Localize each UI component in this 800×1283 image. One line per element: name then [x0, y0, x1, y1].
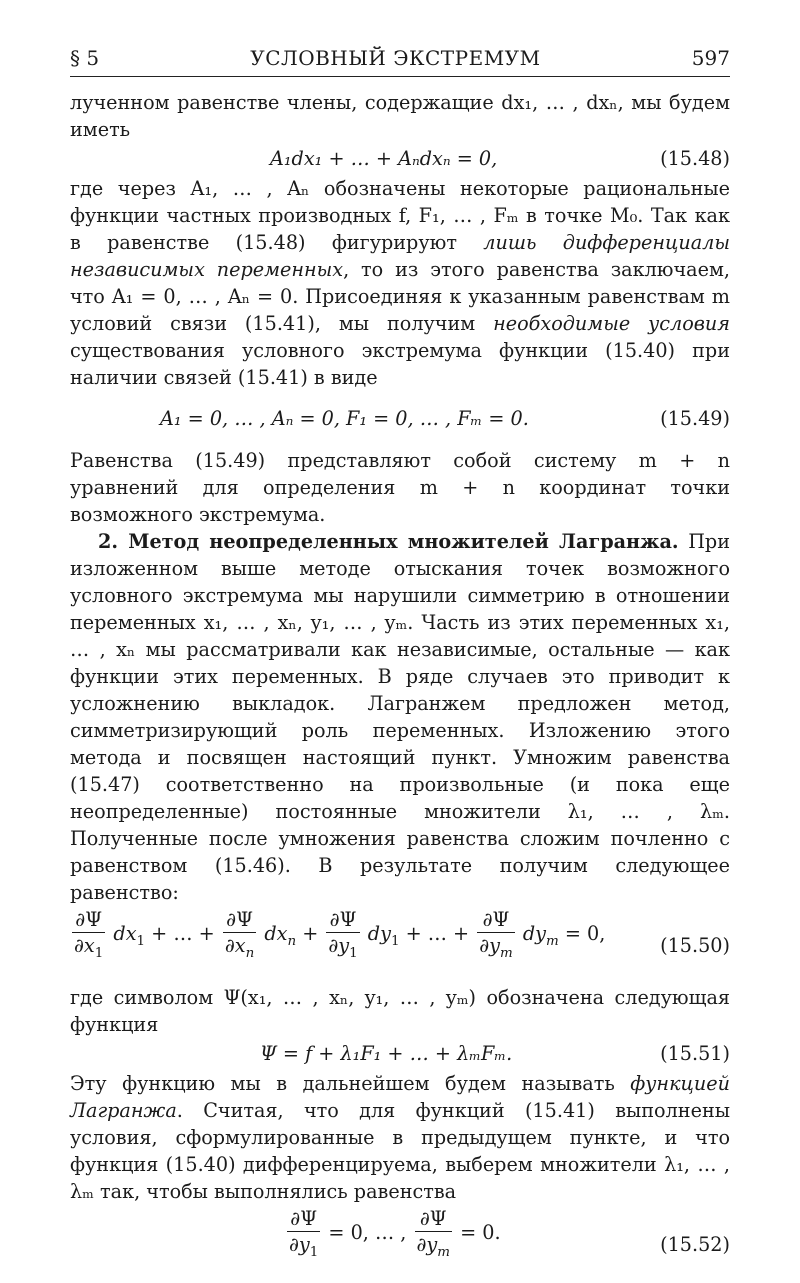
paragraph-2-emphasis: лишь дифференциалы независимых переменных — [70, 231, 730, 281]
subsection-heading: 2. Метод неопределенных множителей Лагранжа. — [98, 530, 679, 553]
paragraph-6-emphasis: функцией Лагранжа — [70, 1072, 730, 1122]
equation-15-48 — [70, 143, 730, 175]
paragraph-2 — [70, 175, 730, 391]
equation-15-51-number: (15.51) — [660, 1042, 730, 1065]
paragraph-5: где символом Ψ(x₁, … , xₙ, y₁, … , yₘ) обозначена следующая функция — [70, 986, 730, 1036]
equation-15-50-formula: $\frac{\partial\Psi}{\partial x_1}$ $dx_1$ + … + $\frac{\partial\Psi}{\partial x_n}$ $dx_n$ + $\frac{\partial\Psi}{\partial y_1}$ $dy_1$ + … + $\frac{\partial\Psi}{\partial y_m}$ $dy_m = 0$, — [74, 908, 606, 962]
paragraph-6 — [70, 1070, 730, 1205]
section-number: § 5 — [70, 46, 100, 70]
paragraph-4-text: При изложенном выше методе отыскания точек возможного условного экстремума мы нарушили симметрию в отношении переменных x₁, … , xₙ, y₁, … , yₘ. Часть из этих переменных x₁, … , xₙ мы рассматривали как независимые, остальные — как функции этих переменных. В ряде случаев это приводит к усложнению выкладок. Лагранжем предложен метод, симметризирующий роль переменных. Изложению этого метода и посвящен настоящий пункт. Умножим равенства (15.47) соответственно на произвольные (и пока еще неопределенные) постоянные множители λ₁, … , λₘ. Полученные после умножения равенства сложим почленно с равенством (15.46). В результате получим следующее равенство: — [70, 530, 730, 904]
paragraph-2-part-b: , то из этого равенства заключаем, что A₁ = 0, … , Aₙ = 0. Присоединяя к указанным равенствам m условий связи (15.41), мы получим — [70, 258, 730, 335]
equation-15-50 — [70, 906, 730, 984]
paragraph-3: Равенства (15.49) представляют собой систему m + n уравнений для определения m + n координат точки возможного экстремума. — [70, 449, 730, 526]
equation-15-52-number: (15.52) — [660, 1233, 730, 1256]
equation-15-50-number: (15.50) — [660, 934, 730, 957]
book-page — [70, 44, 730, 1283]
page-number: 597 — [691, 46, 730, 70]
equation-15-48-number: (15.48) — [660, 147, 730, 170]
running-header — [70, 44, 730, 77]
paragraph-2-part-a: где через A₁, … , Aₙ обозначены некоторые рациональные функции частных производных f, F₁, … , Fₘ в точке M₀. Так как в равенстве (15.48) фигурируют — [70, 177, 730, 254]
paragraph-2-emphasis-2: необходимые условия — [493, 312, 730, 335]
paragraph-1: лученном равенстве члены, содержащие dx₁, … , dxₙ, мы будем иметь — [70, 91, 730, 141]
equation-15-49-formula: A₁ = 0, … , Aₙ = 0, F₁ = 0, … , Fₘ = 0. — [160, 407, 529, 430]
chapter-title: УСЛОВНЫЙ ЭКСТРЕМУМ — [250, 46, 541, 70]
equation-15-48-formula: A₁dx₁ + … + Aₙdxₙ = 0, — [270, 147, 498, 170]
equation-15-51-formula: Ψ = f + λ₁F₁ + … + λₘFₘ. — [260, 1042, 513, 1065]
equation-15-52 — [70, 1205, 730, 1283]
equation-15-52-formula: $\frac{\partial\Psi}{\partial y_1}$ = 0, … , $\frac{\partial\Psi}{\partial y_m}$ = 0. — [289, 1207, 501, 1261]
paragraph-6-part-b: . Считая, что для функций (15.41) выполнены условия, сформулированные в предыдущем пункте, и что функция (15.40) дифференцируема, выберем множители λ₁, … , λₘ так, чтобы выполнялись равенства — [70, 1099, 730, 1203]
equation-15-49-number: (15.49) — [660, 407, 730, 430]
paragraph-4 — [70, 528, 730, 906]
paragraph-6-part-a: Эту функцию мы в дальнейшем будем называть — [70, 1072, 631, 1095]
equation-15-51 — [70, 1038, 730, 1070]
equation-15-49 — [70, 391, 730, 447]
paragraph-2-part-c: существования условного экстремума функции (15.40) при наличии связей (15.41) в виде — [70, 339, 730, 389]
body-text — [70, 89, 730, 1283]
